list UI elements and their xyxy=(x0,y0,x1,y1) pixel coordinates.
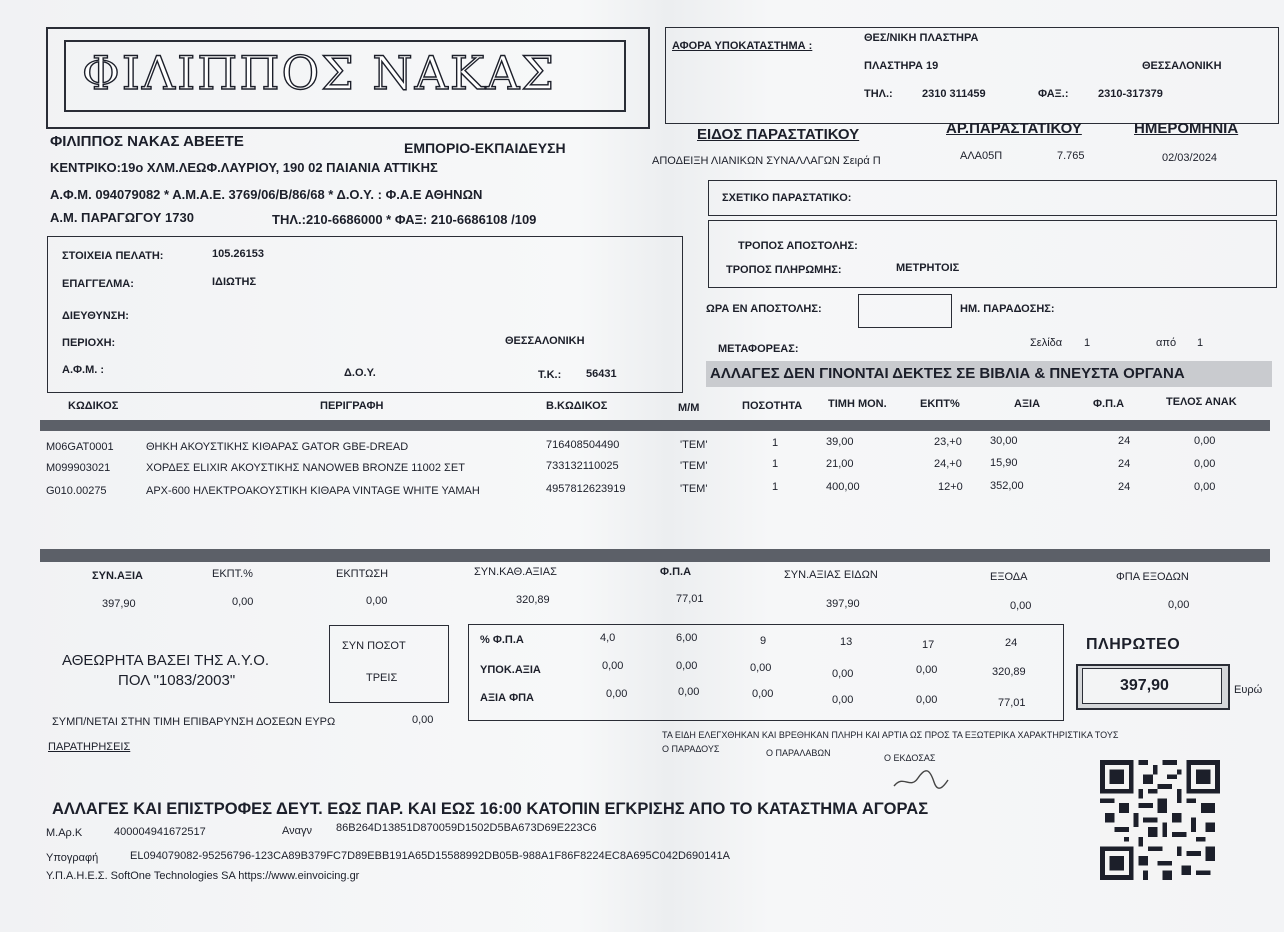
payment-value: ΜΕΤΡΗΤΟΙΣ xyxy=(896,262,960,274)
company-phones: ΤΗΛ.:210-6686000 * ΦΑΞ: 210-6686108 /109 xyxy=(272,212,537,227)
col-header-unit-price: ΤΙΜΗ ΜΟΝ. xyxy=(828,398,887,410)
total-items-value: 397,90 xyxy=(826,598,860,610)
mark-label: Μ.Αρ.Κ xyxy=(46,827,83,839)
total-net-value: 397,90 xyxy=(102,598,136,610)
item-recycling-fee: 0,00 xyxy=(1194,435,1216,447)
item-qty: 1 xyxy=(772,437,779,449)
notice-text: ΑΛΛΑΓΕΣ ΔΕΝ ΓΙΝΟΝΤΑΙ ΔΕΚΤΕΣ ΣΕ ΒΙΒΛΙΑ & ΠΝΕΥΣΤΑ ΟΡΓΑΝΑ xyxy=(710,365,1185,382)
total-items-label: ΣΥΝ.ΑΞΙΑΣ ΕΙΔΩΝ xyxy=(784,569,878,581)
item-unit-price: 39,00 xyxy=(826,436,854,448)
col-header-vat: Φ.Π.Α xyxy=(1093,398,1125,410)
qty-total-label: ΣΥΝ ΠΟΣΟΤ xyxy=(342,640,406,652)
signature-deliverer-label: Ο ΠΑΡΑΔΟΥΣ xyxy=(662,744,720,754)
customer-data-label: ΣΤΟΙΧΕΙΑ ΠΕΛΑΤΗ: xyxy=(62,250,164,262)
item-unit: 'ΤΕΜ' xyxy=(680,439,708,451)
dispatch-time-field xyxy=(858,294,952,328)
company-producer-no: Α.Μ. ΠΑΡΑΓΩΓΟΥ 1730 xyxy=(50,210,194,225)
item-vat: 24 xyxy=(1118,458,1131,470)
vat-base-value: 0,00 xyxy=(602,660,624,672)
vat-amount-value: 0,00 xyxy=(916,694,938,706)
vat-rate-value: 9 xyxy=(760,635,767,647)
item-value: 15,90 xyxy=(990,457,1018,469)
company-name: ΦΙΛΙΠΠΟΣ ΝΑΚΑΣ ΑΒΕΕΤΕ xyxy=(50,133,244,150)
branch-city: ΘΕΣΣΑΛΟΝΙΚΗ xyxy=(1142,60,1222,72)
vat-base-label: ΥΠΟΚ.ΑΞΙΑ xyxy=(480,664,541,676)
page-label: Σελίδα xyxy=(1030,337,1063,349)
qty-total-value: ΤΡΕΙΣ xyxy=(366,672,398,684)
company-logo: ΦΙΛΙΠΠΟΣ ΝΑΚΑΣ xyxy=(82,46,556,100)
branch-tel: 2310 311459 xyxy=(922,88,986,100)
doc-number: 7.765 xyxy=(1057,150,1085,162)
doc-type: ΑΠΟΔΕΙΞΗ ΛΙΑΝΙΚΩΝ ΣΥΝΑΛΛΑΓΩΝ Σειρά Π xyxy=(652,155,881,167)
total-expenses-vat-label: ΦΠΑ ΕΞΟΔΩΝ xyxy=(1116,571,1189,583)
exempt-line1: ΑΘΕΩΡΗΤΑ ΒΑΣΕΙ ΤΗΣ Α.Υ.Ο. xyxy=(62,652,270,669)
item-discount: 24,+0 xyxy=(934,458,962,470)
area-value: ΘΕΣΣΑΛΟΝΙΚΗ xyxy=(505,335,585,347)
col-header-value: ΑΞΙΑ xyxy=(1014,398,1041,410)
provider-info: Υ.Π.Α.Η.Ε.Σ. SoftOne Technologies SA https://www.einvoicing.gr xyxy=(46,870,360,882)
delivery-date-label: ΗΜ. ΠΑΡΑΔΟΣΗΣ: xyxy=(960,303,1055,315)
col-header-description: ΠΕΡΙΓΡΑΦΗ xyxy=(320,400,384,412)
doc-date: 02/03/2024 xyxy=(1162,152,1218,164)
vat-base-value: 0,00 xyxy=(832,668,854,680)
profession-value: ΙΔΙΩΤΗΣ xyxy=(212,276,257,288)
page-total: 1 xyxy=(1197,337,1204,349)
col-header-qty: ΠΟΣΟΤΗΤΑ xyxy=(742,400,803,412)
item-code: M06GAT0001 xyxy=(46,441,114,453)
item-discount: 23,+0 xyxy=(934,436,962,448)
doc-number-label: ΑΡ.ΠΑΡΑΣΤΑΤΙΚΟΥ xyxy=(946,120,1082,137)
item-qty: 1 xyxy=(772,458,779,470)
mark-value: 400004941672517 xyxy=(114,826,206,838)
page-number: 1 xyxy=(1084,337,1091,349)
table-bottom-band xyxy=(40,549,1270,562)
profession-label: ΕΠΑΓΓΕΛΜΑ: xyxy=(62,278,134,290)
col-header-recycling-fee: ΤΕΛΟΣ ΑΝΑΚ xyxy=(1166,396,1237,408)
item-vat: 24 xyxy=(1118,435,1131,447)
item-value: 352,00 xyxy=(990,480,1024,492)
total-taxable-label: ΣΥΝ.ΚΑΘ.ΑΞΙΑΣ xyxy=(474,566,557,578)
of-label: από xyxy=(1156,337,1177,349)
checked-text: ΤΑ ΕΙΔΗ ΕΛΕΓΧΘΗΚΑΝ ΚΑΙ ΒΡΕΘΗΚΑΝ ΠΛΗΡΗ ΚΑΙ ΑΡΤΙΑ ΩΣ ΠΡΟΣ ΤΑ ΕΞΩΤΕΡΙΚΑ ΧΑΡΑΚΤΗΡΙΣΤΙΚΑ ΤΟΥΣ xyxy=(662,730,1119,740)
item-barcode: 733132110025 xyxy=(546,460,619,472)
item-discount: 12+0 xyxy=(938,481,963,493)
vat-amount-value: 77,01 xyxy=(998,697,1026,709)
item-unit: 'ΤΕΜ' xyxy=(680,483,708,495)
company-activity: ΕΜΠΟΡΙΟ-ΕΚΠΑΙΔΕΥΣΗ xyxy=(404,140,566,156)
address-label: ΔΙΕΥΘΥΝΣΗ: xyxy=(62,310,129,322)
total-vat-value: 77,01 xyxy=(676,593,704,605)
signature-code-label: Υπογραφή xyxy=(46,852,99,864)
doc-type-label: ΕΙΔΟΣ ΠΑΡΑΣΤΑΤΙΚΟΥ xyxy=(697,126,860,143)
uid-value: 86B264D13851D870059D1502D5BA673D69E223C6 xyxy=(336,822,597,834)
shipping-box xyxy=(708,220,1277,288)
item-description: ΘΗΚΗ ΑΚΟΥΣΤΙΚΗΣ ΚΙΘΑΡΑΣ GATOR GBE-DREAD xyxy=(146,441,409,453)
doc-series: ΑΛΑ05Π xyxy=(960,150,1003,162)
surcharge-value: 0,00 xyxy=(412,714,434,726)
company-hq: ΚΕΝΤΡΙΚΟ:19ο ΧΛΜ.ΛΕΩΦ.ΛΑΥΡΙΟΥ, 190 02 ΠΑΙΑΝΙΑ ΑΤΤΙΚΗΣ xyxy=(50,160,438,175)
shipping-label: ΤΡΟΠΟΣ ΑΠΟΣΤΟΛΗΣ: xyxy=(738,240,858,252)
total-taxable-value: 320,89 xyxy=(516,594,550,606)
branch-label: ΑΦΟΡΑ ΥΠΟΚΑΤΑΣΤΗΜΑ : xyxy=(672,40,813,52)
item-description: APX-600 ΗΛΕΚΤΡΟΑΚΟΥΣΤΙΚΗ ΚΙΘΑΡΑ VINTAGE WHITE YAMAH xyxy=(146,485,480,497)
dispatch-time-label: ΩΡΑ ΕΝ ΑΠΟΣΤΟΛΗΣ: xyxy=(706,303,822,315)
vat-base-value: 320,89 xyxy=(992,666,1026,678)
total-discount-value: 0,00 xyxy=(366,595,388,607)
item-code: M099903021 xyxy=(46,462,111,474)
col-header-discount: ΕΚΠΤ% xyxy=(920,398,960,410)
total-discount-label: ΕΚΠΤΩΣΗ xyxy=(336,568,389,580)
area-label: ΠΕΡΙΟΧΗ: xyxy=(62,337,116,349)
total-expenses-value: 0,00 xyxy=(1010,600,1032,612)
vat-amount-value: 0,00 xyxy=(832,694,854,706)
col-header-code: ΚΩΔΙΚΟΣ xyxy=(68,400,119,412)
doc-date-label: ΗΜΕΡΟΜΗΝΙΑ xyxy=(1134,120,1239,137)
exempt-line2: ΠΟΛ "1083/2003" xyxy=(118,672,236,689)
payable-value: 397,90 xyxy=(1120,677,1169,694)
vat-base-value: 0,00 xyxy=(750,662,772,674)
tk-value: 56431 xyxy=(586,368,617,380)
payable-label: ΠΛΗΡΩΤΕΟ xyxy=(1086,636,1181,653)
total-discount-pct-value: 0,00 xyxy=(232,596,254,608)
uid-label: Αναγν xyxy=(282,825,312,837)
qty-total-box xyxy=(329,625,449,703)
company-vat: Α.Φ.Μ. 094079082 * Α.Μ.Α.Ε. 3769/06/Β/86/68 * Δ.Ο.Υ. : Φ.Α.Ε ΑΘΗΝΩΝ xyxy=(50,187,483,202)
item-barcode: 4957812623919 xyxy=(546,483,626,495)
total-expenses-label: ΕΞΟΔΑ xyxy=(990,571,1028,583)
total-expenses-vat-value: 0,00 xyxy=(1168,599,1190,611)
carrier-label: ΜΕΤΑΦΟΡΕΑΣ: xyxy=(718,343,799,355)
item-vat: 24 xyxy=(1118,481,1131,493)
item-value: 30,00 xyxy=(990,435,1018,447)
vat-rate-value: 13 xyxy=(840,636,853,648)
total-net-label: ΣΥΝ.ΑΞΙΑ xyxy=(92,570,143,582)
qr-code xyxy=(1100,760,1220,880)
total-vat-label: Φ.Π.Α xyxy=(660,566,692,578)
item-recycling-fee: 0,00 xyxy=(1194,458,1216,470)
vat-rate-value: 17 xyxy=(922,639,935,651)
vat-base-value: 0,00 xyxy=(676,660,698,672)
doy-label: Δ.Ο.Υ. xyxy=(344,367,376,379)
signature-receiver-label: Ο ΠΑΡΑΛΑΒΩΝ xyxy=(766,748,831,758)
payment-label: ΤΡΟΠΟΣ ΠΛΗΡΩΜΗΣ: xyxy=(726,264,842,276)
customer-data: 105.26153 xyxy=(212,248,264,260)
branch-fax-label: ΦΑΞ.: xyxy=(1038,88,1069,100)
total-discount-pct-label: ΕΚΠΤ.% xyxy=(212,568,253,580)
payable-currency: Ευρώ xyxy=(1234,684,1263,696)
table-top-band xyxy=(40,420,1270,431)
item-qty: 1 xyxy=(772,481,779,493)
branch-fax: 2310-317379 xyxy=(1098,88,1163,100)
branch-tel-label: ΤΗΛ.: xyxy=(864,88,893,100)
vat-rate-value: 6,00 xyxy=(676,632,698,644)
item-code: G010.00275 xyxy=(46,485,107,497)
branch-street: ΠΛΑΣΤΗΡΑ 19 xyxy=(864,60,939,72)
tk-label: Τ.Κ.: xyxy=(538,369,562,381)
item-recycling-fee: 0,00 xyxy=(1194,481,1216,493)
vat-rate-label: % Φ.Π.Α xyxy=(480,634,524,646)
remarks-label: ΠΑΡΑΤΗΡΗΣΕΙΣ xyxy=(48,741,131,753)
vat-rate-value: 24 xyxy=(1005,637,1018,649)
issuer-signature xyxy=(890,764,950,794)
returns-policy: ΑΛΛΑΓΕΣ ΚΑΙ ΕΠΙΣΤΡΟΦΕΣ ΔΕΥΤ. ΕΩΣ ΠΑΡ. ΚΑΙ ΕΩΣ 16:00 ΚΑΤΟΠΙΝ ΕΓΚΡΙΣΗΣ ΑΠΟ ΤΟ ΚΑΤΑΣΤΗΜΑ ΑΓΟΡΑΣ xyxy=(52,800,929,818)
vat-amount-value: 0,00 xyxy=(606,688,628,700)
surcharge-label: ΣΥΜΠ/ΝΕΤΑΙ ΣΤΗΝ ΤΙΜΗ ΕΠΙΒΑΡΥΝΣΗ ΔΟΣΕΩΝ ΕΥΡΩ xyxy=(52,716,336,728)
signature-issuer-label: Ο ΕΚΔΟΣΑΣ xyxy=(884,753,936,763)
afm-label: Α.Φ.Μ. : xyxy=(62,364,105,376)
vat-amount-value: 0,00 xyxy=(678,686,700,698)
col-header-barcode: Β.ΚΩΔΙΚΟΣ xyxy=(546,400,608,412)
vat-amount-value: 0,00 xyxy=(752,688,774,700)
signature-code-value: EL094079082-95256796-123CA89B379FC7D89EBB191A65D15588992DB05B-988A1F86F8224EC8A695C042D690141A xyxy=(130,850,730,862)
item-unit-price: 400,00 xyxy=(826,481,860,493)
vat-base-value: 0,00 xyxy=(916,664,938,676)
vat-rate-value: 4,0 xyxy=(600,632,616,644)
item-unit-price: 21,00 xyxy=(826,458,854,470)
branch-name: ΘΕΣ/ΝΙΚΗ ΠΛΑΣΤΗΡΑ xyxy=(864,32,979,44)
col-header-unit: Μ/Μ xyxy=(678,402,700,414)
related-doc-label: ΣΧΕΤΙΚΟ ΠΑΡΑΣΤΑΤΙΚΟ: xyxy=(722,192,852,204)
item-barcode: 716408504490 xyxy=(546,439,620,451)
item-unit: 'ΤΕΜ' xyxy=(680,460,708,472)
item-description: ΧΟΡΔΕΣ ELIXIR ΑΚΟΥΣΤΙΚΗΣ NANOWEB BRONZE 11002 ΣΕΤ xyxy=(146,462,465,474)
vat-amount-label: ΑΞΙΑ ΦΠΑ xyxy=(480,692,534,704)
